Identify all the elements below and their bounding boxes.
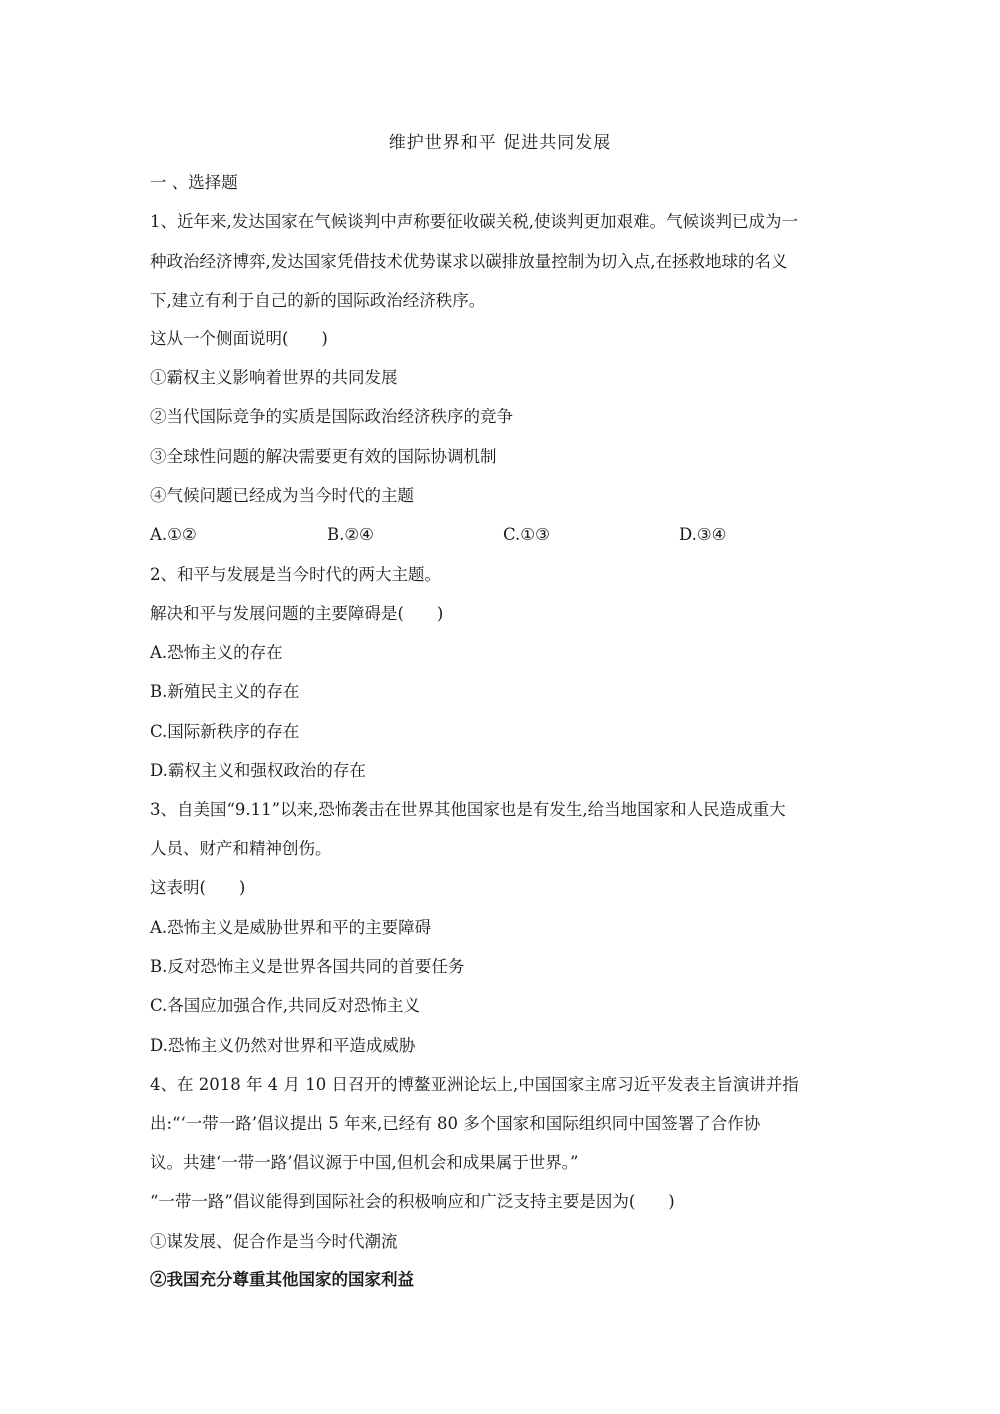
q3-option-c: C.各国应加强合作,共同反对恐怖主义 — [150, 996, 421, 1015]
q1-statement: ③全球性问题的解决需要更有效的国际协调机制 — [150, 447, 497, 466]
q3-stem-line: 人员、财产和精神创伤。 — [150, 839, 332, 858]
page-title: 维护世界和平 促进共同发展 — [388, 133, 612, 153]
q3-option-b: B.反对恐怖主义是世界各国共同的首要任务 — [150, 957, 465, 976]
q1-option-c: C.①③ — [503, 525, 550, 544]
q4-statement: ①谋发展、促合作是当今时代潮流 — [150, 1232, 398, 1251]
q1-stem-line: 种政治经济博弈,发达国家凭借技术优势谋求以碳排放量控制为切入点,在拯救地球的名义 — [150, 252, 788, 271]
q2-option-d: D.霸权主义和强权政治的存在 — [150, 761, 366, 780]
q2-option-b: B.新殖民主义的存在 — [150, 682, 300, 701]
q2-question: 解决和平与发展问题的主要障碍是( ) — [150, 604, 444, 623]
q1-statement: ①霸权主义影响着世界的共同发展 — [150, 368, 398, 387]
q3-option-a: A.恐怖主义是威胁世界和平的主要障碍 — [150, 918, 432, 937]
q2-option-a: A.恐怖主义的存在 — [150, 643, 283, 662]
q1-statement: ②当代国际竞争的实质是国际政治经济秩序的竞争 — [150, 407, 513, 426]
q1-option-d: D.③④ — [679, 525, 727, 544]
q3-stem-line: 3、自美国“9.11”以来,恐怖袭击在世界其他国家也是有发生,给当地国家和人民造成重大 — [150, 800, 786, 819]
q4-stem-line: 4、在 2018 年 4 月 10 日召开的博鳌亚洲论坛上,中国国家主席习近平发表主旨演讲并指 — [150, 1075, 799, 1094]
q1-question: 这从一个侧面说明( ) — [150, 329, 328, 348]
q2-stem: 2、和平与发展是当今时代的两大主题。 — [150, 565, 441, 584]
q2-option-c: C.国际新秩序的存在 — [150, 722, 300, 741]
q4-stem-line: 出:“‘一带一路’倡议提出 5 年来,已经有 80 多个国家和国际组织同中国签署了合作协 — [150, 1114, 761, 1133]
q1-stem-line: 下,建立有利于自己的新的国际政治经济秩序。 — [150, 291, 486, 310]
q3-question: 这表明( ) — [150, 878, 246, 897]
q1-statement: ④气候问题已经成为当今时代的主题 — [150, 486, 414, 505]
q1-option-b: B.②④ — [327, 525, 374, 544]
q4-stem-line: 议。共建‘一带一路’倡议源于中国,但机会和成果属于世界。” — [150, 1153, 579, 1172]
q3-option-d: D.恐怖主义仍然对世界和平造成威胁 — [150, 1036, 416, 1055]
q1-option-a: A.①② — [150, 525, 197, 544]
q4-question: “一带一路”倡议能得到国际社会的积极响应和广泛支持主要是因为( ) — [150, 1192, 675, 1211]
q1-stem-line: 1、近年来,发达国家在气候谈判中声称要征收碳关税,使谈判更加艰难。气候谈判已成为一 — [150, 212, 798, 231]
section-heading: 一 、选择题 — [150, 173, 238, 192]
q4-statement: ②我国充分尊重其他国家的国家利益 — [150, 1270, 414, 1289]
